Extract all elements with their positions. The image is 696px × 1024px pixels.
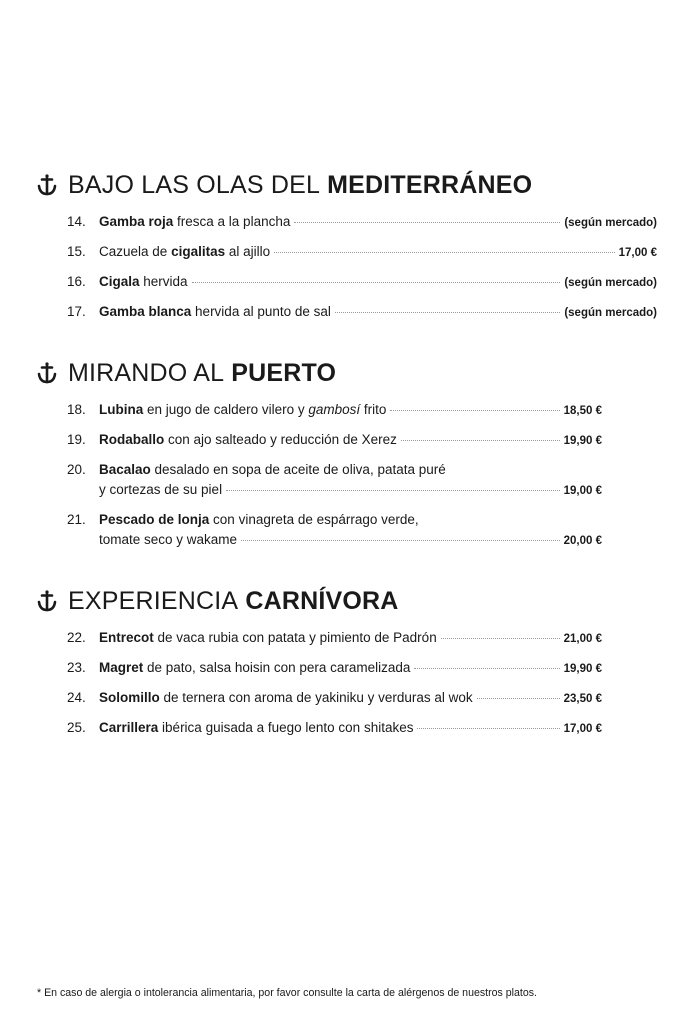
section-title-light: BAJO LAS OLAS DEL <box>68 170 321 199</box>
item-description: en jugo de caldero vilero y <box>143 402 309 417</box>
item-price: 17,00 € <box>618 247 657 259</box>
item-line <box>99 462 569 477</box>
item-price: (según mercado) <box>564 277 657 289</box>
dot-leader <box>241 539 560 541</box>
item-number: 23. <box>67 660 86 675</box>
item-price: 19,90 € <box>563 663 602 675</box>
item-description: ibérica guisada a fuego lento con shitakes <box>158 720 414 735</box>
item-number: 17. <box>67 304 86 319</box>
item-name: Pescado de lonja <box>99 512 210 527</box>
item-line <box>99 690 602 705</box>
item-price: 18,50 € <box>563 405 602 417</box>
item-name: Bacalao <box>99 462 151 477</box>
dot-leader <box>192 281 561 283</box>
item-line <box>99 512 569 527</box>
section-title-bold: PUERTO <box>231 358 337 387</box>
item-line <box>99 532 602 547</box>
item-description: hervida al punto de sal <box>191 304 331 319</box>
item-price: (según mercado) <box>564 217 657 229</box>
item-number: 21. <box>67 512 86 527</box>
section-title-light: MIRANDO AL <box>68 358 225 387</box>
item-number: 25. <box>67 720 86 735</box>
anchor-icon <box>36 361 58 385</box>
dot-leader <box>335 311 560 313</box>
item-name: Gamba blanca <box>99 304 192 319</box>
item-number: 20. <box>67 462 86 477</box>
item-line <box>99 630 602 645</box>
section-title-bold: CARNÍVORA <box>245 586 399 615</box>
item-number: 16. <box>67 274 86 289</box>
item-line <box>99 214 657 229</box>
item-name: cigalitas <box>171 244 226 259</box>
item-description: frito <box>360 402 387 417</box>
item-description: Cazuela de <box>99 244 172 259</box>
item-line <box>99 660 602 675</box>
item-name: Entrecot <box>99 630 154 645</box>
section-title <box>36 358 336 388</box>
section-title-bold: MEDITERRÁNEO <box>327 170 533 199</box>
item-name: Rodaballo <box>99 432 165 447</box>
item-description: de ternera con aroma de yakiniku y verduras al wok <box>159 690 473 705</box>
allergy-footnote: * En caso de alergia o intolerancia alimentaria, por favor consulte la carta de alérgenos de nuestros platos. <box>37 987 537 999</box>
dot-leader <box>477 697 560 699</box>
dot-leader <box>414 667 559 669</box>
item-line <box>99 482 602 497</box>
item-number: 24. <box>67 690 86 705</box>
dot-leader <box>390 409 559 411</box>
dot-leader <box>417 727 559 729</box>
item-price: 19,00 € <box>563 485 602 497</box>
item-price: 21,00 € <box>563 633 602 645</box>
section-title <box>36 586 399 616</box>
item-name: Gamba roja <box>99 214 174 229</box>
item-name: Magret <box>99 660 144 675</box>
item-price: 20,00 € <box>563 535 602 547</box>
item-line <box>99 402 602 417</box>
item-description: al ajillo <box>225 244 271 259</box>
item-description: desalado en sopa de aceite de oliva, patata puré <box>150 462 446 477</box>
item-line <box>99 432 602 447</box>
anchor-icon <box>36 173 58 197</box>
item-description: hervida <box>139 274 188 289</box>
item-price: 23,50 € <box>563 693 602 705</box>
dot-leader <box>226 489 560 491</box>
item-price: 17,00 € <box>563 723 602 735</box>
dot-leader <box>294 221 560 223</box>
dot-leader <box>401 439 560 441</box>
item-price: (según mercado) <box>564 307 657 319</box>
anchor-icon <box>36 589 58 613</box>
section-title-light: EXPERIENCIA <box>68 586 239 615</box>
item-description: de pato, salsa hoisin con pera caramelizada <box>143 660 411 675</box>
dot-leader <box>274 251 615 253</box>
item-line <box>99 274 657 289</box>
item-line <box>99 244 657 259</box>
item-line <box>99 304 657 319</box>
item-line <box>99 720 602 735</box>
item-price: 19,90 € <box>563 435 602 447</box>
item-name: Lubina <box>99 402 144 417</box>
item-name: Solomillo <box>99 690 160 705</box>
section-title <box>36 170 532 200</box>
item-number: 14. <box>67 214 86 229</box>
item-description: de vaca rubia con patata y pimiento de Padrón <box>153 630 437 645</box>
item-name: Carrillera <box>99 720 159 735</box>
item-description: tomate seco y wakame <box>99 532 238 547</box>
item-description: fresca a la plancha <box>173 214 291 229</box>
item-name: Cigala <box>99 274 140 289</box>
item-number: 18. <box>67 402 86 417</box>
item-number: 22. <box>67 630 86 645</box>
item-description: y cortezas de su piel <box>99 482 223 497</box>
dot-leader <box>441 637 560 639</box>
item-number: 15. <box>67 244 86 259</box>
item-description-italic: gambosí <box>308 402 361 417</box>
item-number: 19. <box>67 432 86 447</box>
item-description: con ajo salteado y reducción de Xerez <box>164 432 397 447</box>
item-description: con vinagreta de espárrago verde, <box>209 512 419 527</box>
